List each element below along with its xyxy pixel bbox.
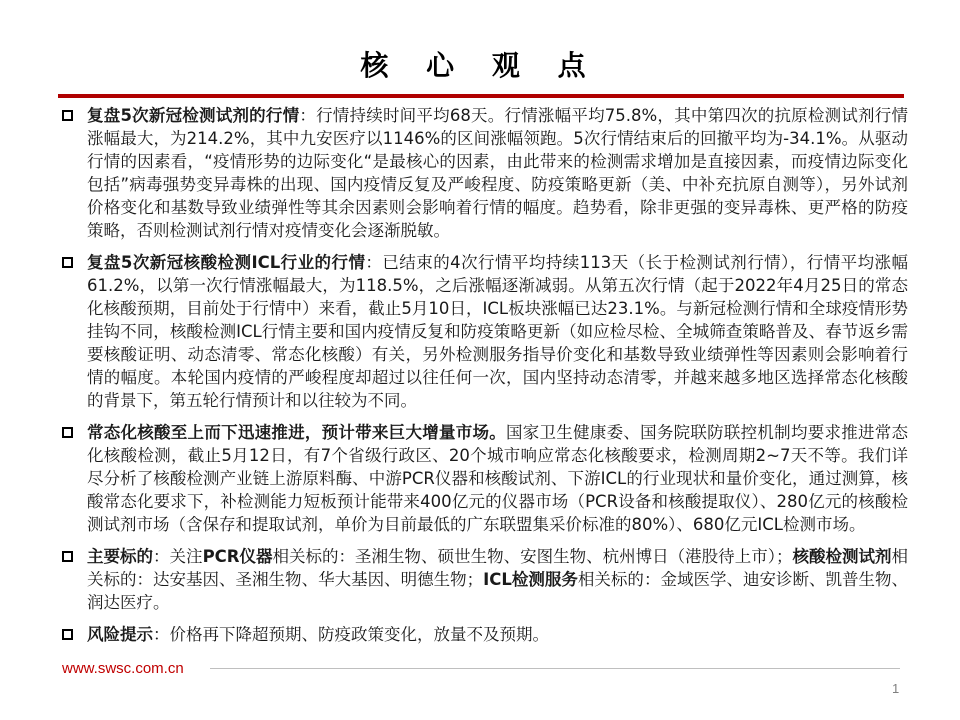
list-item [62, 623, 908, 646]
item-body: 相关标的：达安基因、圣湘生物、华大基因、明德生物； [87, 547, 909, 589]
square-bullet-icon [62, 551, 73, 562]
key-points [62, 104, 908, 655]
page-title: 核 心 观 点 [360, 49, 600, 82]
list-item [62, 421, 908, 536]
item-emphasis: ICL检测服务 [483, 570, 578, 589]
item-body: 国家卫生健康委、国务院联防联控机制均要求推进常态化核酸检测，截止5月12日，有7个省级行政区、20个城市响应常态化核酸要求，检测周期2~7天不等。我们详尽分析了核酸检测产业链上游原料酶、中游PCR仪器和核酸试剂、下游ICL的行业现状和量价变化，通过测算，核酸常态化要求下，补检测能力短板预计能带来400亿元的仪器市场（PCR设备和核酸提取仪）、280亿元的核酸检测试剂市场（含保存和提取试剂，单价为目前最低的广东联盟集采价标准的80%）、680亿元ICL检测市场。 [87, 423, 909, 534]
page-number: 1 [892, 681, 900, 696]
item-lead: 风险提示 [87, 625, 153, 644]
item-lead: 常态化核酸至上而下迅速推进，预计带来巨大增量市场。 [87, 423, 507, 442]
square-bullet-icon [62, 427, 73, 438]
list-item [62, 545, 908, 614]
title-divider [58, 94, 904, 98]
item-body: ：已结束的4次行情平均持续113天（长于检测试剂行情），行情平均涨幅61.2%，以第一次行情涨幅最大，为118.5%，之后涨幅逐渐减弱。从第五次行情（起于2022年4月25日的常态化核酸预期，目前处于行情中）来看，截止5月10日，ICL板块涨幅已达23.1%。与新冠检测行情和全球疫情形势挂钩不同，核酸检测ICL行情主要和国内疫情反复和防疫策略更新（如应检尽检、全城筛查策略普及、春节返乡需要核酸证明、动态清零、常态化核酸）有关，另外检测服务指导价变化和基数导致业绩弹性等因素则会影响着行情的幅度。本轮国内疫情的严峻程度却超过以往任何一次，国内坚持动态清零，并越来越多地区选择常态化核酸的背景下，第五轮行情预计和以往较为不同。 [87, 253, 908, 410]
item-body: ：行情持续时间平均68天。行情涨幅平均75.8%，其中第四次的抗原检测试剂行情涨幅最大，为214.2%，其中九安医疗以1146%的区间涨幅领跑。5次行情结束后的回撤平均为-34.1%。从驱动行情的因素看，“疫情形势的边际变化“是最核心的因素，由此带来的检测需求增加是直接因素，而疫情边际变化包括”病毒强势变异毒株的出现、国内疫情反复及严峻程度、防疫策略更新（美、中补充抗原自测等），另外试剂价格变化和基数导致业绩弹性等其余因素则会影响着行情的幅度。趋势看，除非更强的变异毒株、更严格的防疫策略，否则检测试剂行情对疫情变化会逐渐脱敏。 [87, 106, 908, 240]
item-lead: 复盘5次新冠核酸检测ICL行业的行情 [87, 253, 366, 272]
item-lead: 复盘5次新冠检测试剂的行情 [87, 106, 300, 125]
footer-url-link[interactable]: www.swsc.com.cn [62, 660, 184, 677]
item-text [87, 545, 908, 614]
item-body: 相关标的：金域医学、迪安诊断、凯普生物、润达医疗。 [87, 570, 909, 612]
item-emphasis: 核酸检测试剂 [792, 547, 892, 566]
footer-divider [210, 668, 900, 669]
item-text [87, 623, 908, 646]
square-bullet-icon [62, 110, 73, 121]
list-item [62, 104, 908, 242]
item-body: 相关标的：圣湘生物、硕世生物、安图生物、杭州博日（港股待上市）； [272, 547, 793, 566]
square-bullet-icon [62, 257, 73, 268]
item-text [87, 421, 908, 536]
item-text [87, 251, 908, 412]
item-lead: 主要标的 [87, 547, 154, 566]
square-bullet-icon [62, 629, 73, 640]
item-emphasis: PCR仪器 [202, 547, 273, 566]
item-body: ：价格再下降超预期、防疫政策变化，放量不及预期。 [153, 625, 549, 644]
item-text [87, 104, 908, 242]
list-item [62, 251, 908, 412]
item-body: ：关注 [153, 547, 203, 566]
